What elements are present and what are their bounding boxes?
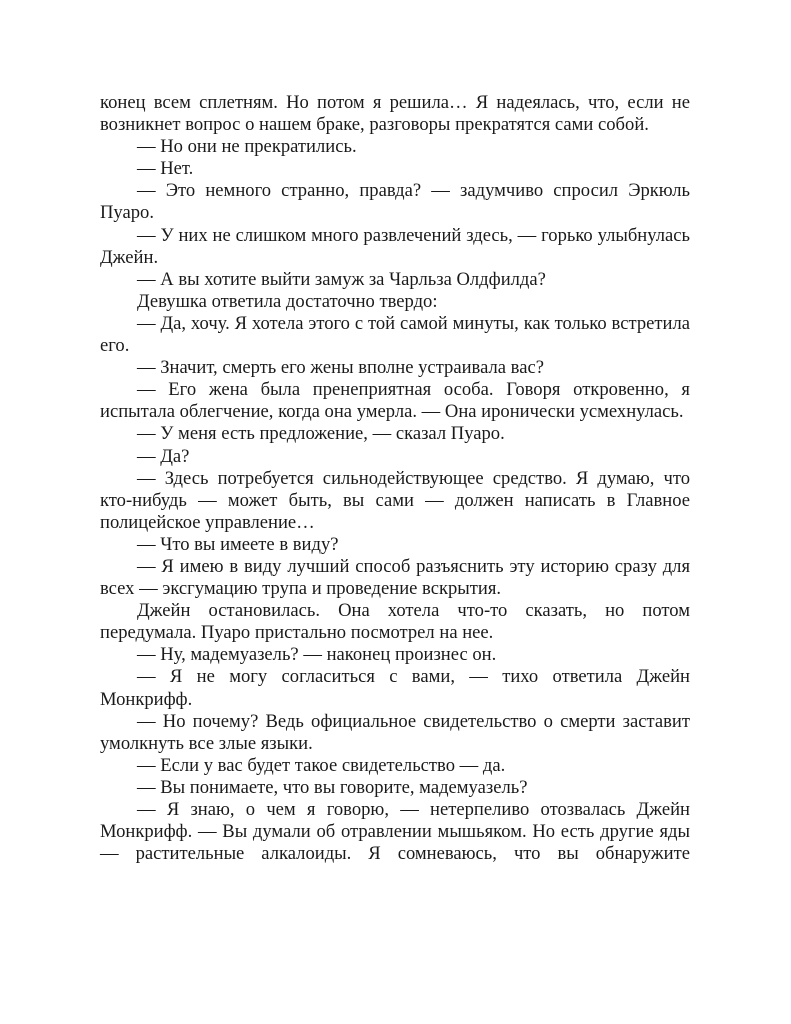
paragraph: конец всем сплетням. Но потом я решила… Я надеялась, что, если не возникнет вопрос о нашем браке, разговоры прекратятся сами собой.	[100, 92, 690, 136]
paragraph: — Что вы имеете в виду?	[137, 533, 339, 555]
paragraph: — Да?	[137, 445, 190, 467]
paragraph: — Если у вас будет такое свидетельство — да.	[137, 754, 506, 776]
document-page	[100, 92, 690, 865]
paragraph: — Да, хочу. Я хотела этого с той самой минуты, как только встретила его.	[100, 312, 690, 357]
paragraph: — Это немного странно, правда? — задумчиво спросил Эркюль Пуаро.	[100, 180, 690, 224]
paragraph: — Я знаю, о чем я говорю, — нетерпеливо отозвалась Джейн Монкрифф. — Вы думали об отравлении мышьяком. Но есть другие яды — растительные алкалоиды. Я сомневаюсь, что вы обнаружите	[100, 799, 690, 865]
paragraph: — Нет.	[137, 158, 194, 180]
paragraph: Джейн остановилась. Она хотела что-то сказать, но потом передумала. Пуаро пристально посмотрел на нее.	[100, 600, 690, 644]
paragraph: — Я имею в виду лучший способ разъяснить эту историю сразу для всех — эксгумацию трупа и проведение вскрытия.	[100, 555, 690, 600]
paragraph: — У них не слишком много развлечений здесь, — горько улыбнулась Джейн.	[100, 224, 690, 268]
paragraph: — Но они не прекратились.	[137, 136, 357, 158]
paragraph: — Его жена была пренеприятная особа. Говоря откровенно, я испытала облегчение, когда она умерла. — Она иронически усмехнулась.	[100, 379, 690, 423]
paragraph: — У меня есть предложение, — сказал Пуаро.	[137, 423, 505, 445]
paragraph: Девушка ответила достаточно твердо:	[137, 290, 438, 312]
paragraph: — Здесь потребуется сильнодействующее средство. Я думаю, что кто-нибудь — может быть, вы сами — должен написать в Главное полицейское управление…	[100, 467, 690, 533]
paragraph: — Но почему? Ведь официальное свидетельство о смерти заставит умолкнуть все злые языки.	[100, 710, 690, 754]
paragraph: — А вы хотите выйти замуж за Чарльза Олдфилда?	[137, 268, 546, 290]
paragraph: — Я не могу согласиться с вами, — тихо ответила Джейн Монкрифф.	[100, 666, 690, 710]
paragraph: — Значит, смерть его жены вполне устраивала вас?	[137, 357, 544, 379]
paragraph: — Ну, мадемуазель? — наконец произнес он.	[137, 644, 497, 666]
paragraph: — Вы понимаете, что вы говорите, мадемуазель?	[137, 776, 528, 798]
